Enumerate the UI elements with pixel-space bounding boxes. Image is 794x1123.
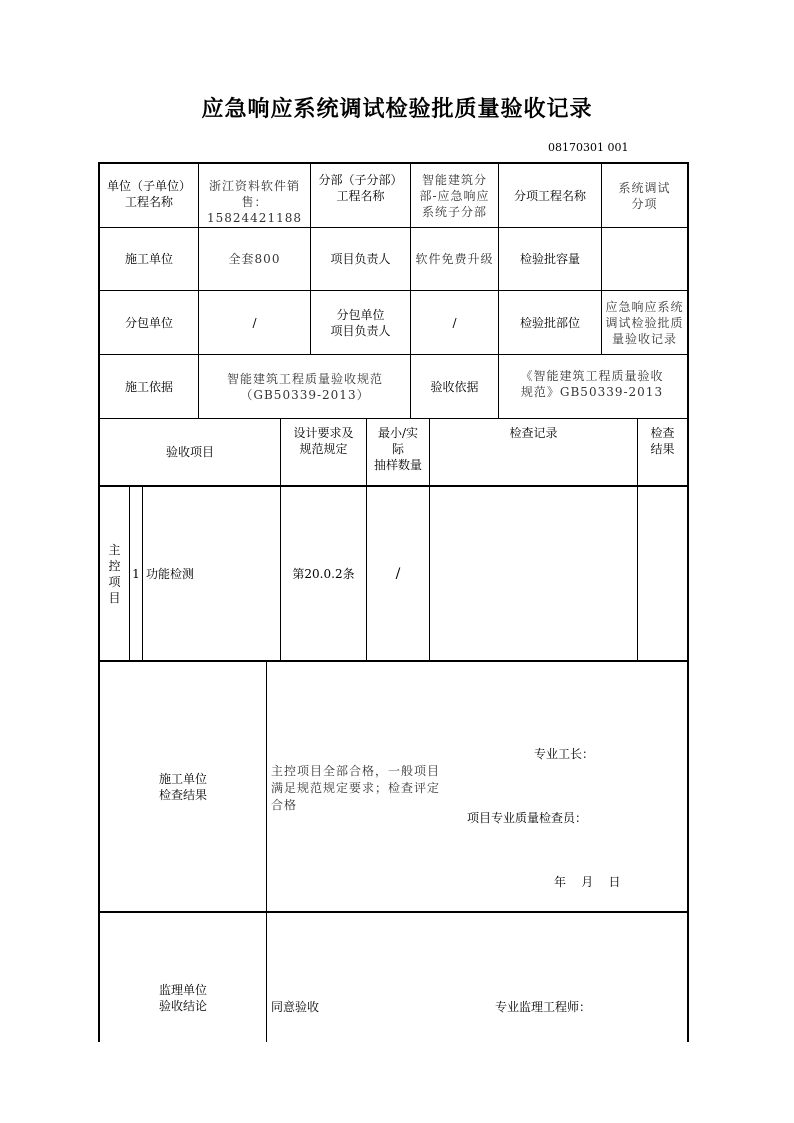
- main-item-name: 功能检测: [146, 566, 195, 581]
- dept-name-value: 智能建筑分部-应急响应系统子分部: [419, 173, 490, 219]
- acceptance-basis-value: 《智能建筑工程质量验收规范》GB50339-2013: [520, 369, 664, 399]
- main-item-result: [638, 487, 687, 660]
- main-item-spec: 第20.0.2条: [292, 566, 355, 581]
- header-design-requirement: 设计要求及 规范规定: [293, 426, 354, 456]
- supervision-engineer-label: 专业监理工程师：: [495, 1000, 592, 1014]
- batch-part-value: 应急响应系统调试检验批质量验收记录: [605, 299, 684, 346]
- header-check-result: 检查 结果: [650, 426, 675, 456]
- item-name-value: 系统调试 分项: [618, 180, 671, 211]
- batch-capacity-label: 检验批容量: [519, 252, 580, 266]
- subcontractor-label: 分包单位: [124, 315, 173, 330]
- sub-manager-label: 分包单位 项目负责人: [330, 307, 391, 338]
- main-item-sample: /: [395, 565, 401, 582]
- construction-basis-label: 施工依据: [124, 379, 173, 394]
- sub-manager-value: /: [452, 315, 457, 330]
- record-code: 08170301 001: [548, 141, 629, 154]
- main-item-record: [430, 487, 637, 660]
- contractor-check-text: 主控项目全部合格，一般项目满足规范规定要求；检查评定合格: [271, 764, 441, 812]
- project-manager-label: 项目负责人: [330, 252, 391, 266]
- batch-capacity-value: [602, 228, 687, 290]
- check-date: 年 月 日: [554, 875, 621, 889]
- main-item-number: 1: [132, 566, 140, 581]
- project-manager-value: 软件免费升级: [415, 252, 494, 266]
- unit-name-value: 浙江资料软件销售：15824421188: [207, 179, 302, 225]
- main-control-group-label: 主控项目: [108, 542, 121, 605]
- header-sample-count: 最小/实 际 抽样数量: [373, 426, 422, 472]
- construction-basis-value: 智能建筑工程质量验收规范（GB50339-2013）: [226, 371, 383, 402]
- supervisor-conclusion-text: 同意验收: [271, 1000, 320, 1014]
- subcontractor-value: /: [252, 315, 257, 330]
- acceptance-form: [98, 162, 689, 1042]
- batch-part-label: 检验批部位: [519, 315, 580, 330]
- quality-inspector-label: 项目专业质量检查员：: [467, 811, 588, 825]
- contractor-check-label: 施工单位 检查结果: [158, 771, 207, 802]
- foreman-label: 专业工长：: [534, 747, 595, 761]
- supervisor-conclusion-label: 监理单位 验收结论: [158, 983, 207, 1013]
- item-name-label: 分项工程名称: [513, 188, 586, 203]
- contractor-value: 全套800: [228, 252, 281, 266]
- dept-name-label: 分部（子分部） 工程名称: [318, 173, 403, 203]
- header-check-record: 检查记录: [509, 426, 558, 440]
- unit-name-label: 单位（子单位） 工程名称: [106, 179, 191, 209]
- page-title: 应急响应系统调试检验批质量验收记录: [201, 97, 593, 122]
- header-acceptance-item: 验收项目: [165, 445, 214, 459]
- acceptance-basis-label: 验收依据: [430, 379, 479, 394]
- contractor-label: 施工单位: [124, 252, 173, 266]
